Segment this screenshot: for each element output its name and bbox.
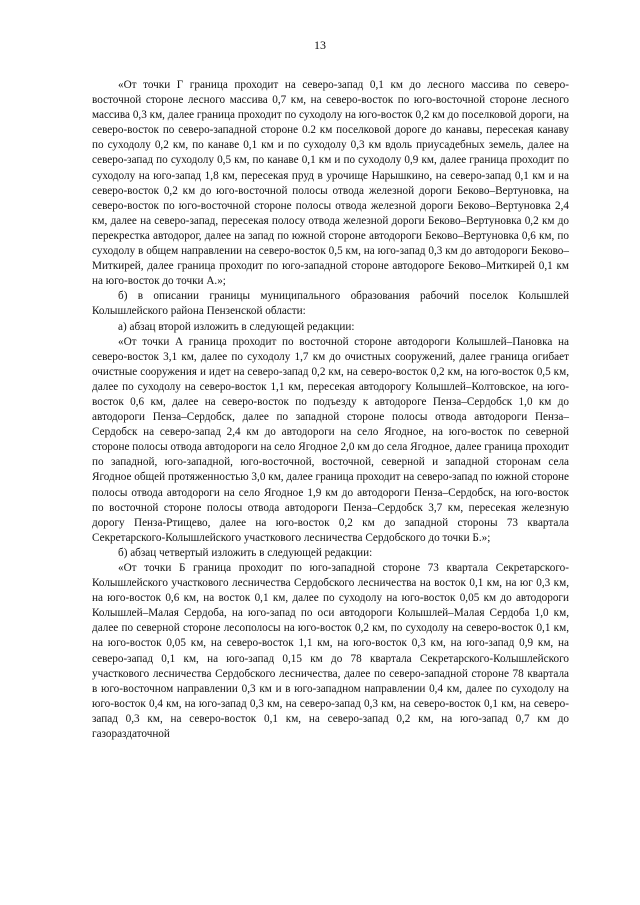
paragraph-item-b-kolyshley: б) в описании границы муниципального образования рабочий поселок Колышлей Колышлейского района Пензенской области:: [92, 290, 569, 318]
paragraph-boundary-point-b: «От точки Б граница проходит по юго-западной стороне 73 квартала Секретарского-Колышлейского участкового лесничества Сердобского лесничества на восток 0,1 км, на юг 0,3 км, на юго-восток 0,6 км, на восток 0,1 км, далее по суходолу на юго-восток 0,05 км до автодороги Колышлей–Малая Сердоба, на юго-запад по оси автодороги Колышлей–Малая Сердоба 1,0 км, далее по северной стороне лесополосы на юго-восток 0,2 км, по суходолу на северо-восток 0,1 км, на юго-восток 0,05 км, на северо-восток 1,1 км, на юго-восток 0,3 км, на юго-запад 0,9 км, на северо-запад 0,1 км, на юго-запад 0,15 км до 78 квартала Секретарского-Колышлейского участкового лесничества Сердобского лесничества, далее по северо-западной стороне 78 квартала в юго-восточном направлении 0,3 км и в юго-западном направлении 0,4 км, далее по суходолу на юго-восток 0,4 км, на юго-запад 0,3 км, на северо-запад 0,3 км, на северо-восток 0,1 км, на северо-запад 0,3 км, на северо-восток 0,1 км, на северо-запад 0,2 км, на юго-запад 0,7 км до газораздаточной: [92, 562, 569, 741]
document-body: [92, 78, 569, 742]
paragraph-boundary-point-g: «От точки Г граница проходит на северо-запад 0,1 км до лесного массива по северо-восточной стороне лесного массива 0,7 км, на северо-восток по юго-восточной стороне лесного массива 0,3 км, далее граница проходит по суходолу на юго-восток 0,2 км до поселковой дороги, на северо-восток по северо-западной стороне 0.2 км поселковой дороге до канавы, пересекая канаву по суходолу 0,2 км, по канаве 0,1 км и по суходолу 0,3 км вдоль приусадебных земель, далее на северо-запад по суходолу 0,5 км, по канаве 0,1 км и по суходолу 0,9 км, далее граница проходит по суходолу на юго-запад 1,8 км, пересекая пруд в урочище Нарышкино, на северо-запад 0,1 км и на северо-восток 0,2 км до юго-восточной полосы отвода железной дороги Беково–Вертуновка, на северо-восток по юго-восточной стороне полосы отвода железной дороги Беково–Вертуновка 2,4 км, далее на северо-запад, пересекая полосу отвода железной дороги Беково–Вертуновка 0,2 км до перекрестка автодорог, далее на запад по южной стороне автодороги Беково–Вертуновка 0,6 км, по суходолу в общем направлении на северо-восток 0,5 км, на юго-запад 0,3 км до автодороги Беково–Миткирей, далее граница проходит по юго-западной стороне автодороге Беково–Миткирей 0,1 км на юго-восток до точки А.»;: [92, 79, 569, 288]
paragraph-subitem-a: а) абзац второй изложить в следующей редакции:: [118, 320, 355, 333]
paragraph-subitem-b: б) абзац четвертый изложить в следующей редакции:: [118, 546, 373, 559]
page-number: 13: [314, 38, 326, 52]
paragraph-boundary-point-a: «От точки А граница проходит по восточной стороне автодороги Колышлей–Пановка на северо-восток 3,1 км, далее по суходолу 1,7 км до очистных сооружений, далее граница огибает очистные сооружения и идет на северо-запад 0,2 км, на северо-восток 0,2 км, на юго-восток 0,5 км, далее по суходолу на северо-восток 1,1 км, пересекая автодорогу Колышлей–Колтовское, на юго-восток 0,6 км, далее на северо-восток по подъезду к автодороге Пенза–Сердобск 1,0 км до автодороги Пенза–Сердобск, далее по западной стороне полосы отвода автодороги Пенза–Сердобск на северо-запад 2,4 км до автодороги на село Ягодное, на юго-восток по северной стороне полосы отвода автодороги на село Ягодное 2,0 км до села Ягодное, далее граница проходит по западной, юго-западной, юго-восточной, восточной, северной и западной сторонам села Ягодное общей протяженностью 3,0 км, далее граница проходит на северо-запад по южной стороне полосы отвода автодороги на село Ягодное 1,9 км до автодороги Пенза–Сердобск, на юго-восток по восточной стороне полосы отвода автодороги Пенза–Сердобск 3,7 км, пересекая железную дорогу Пенза-Ртищево, далее на юго-восток 0,2 км до западной стороны 73 квартала Секретарского-Колышлейского участкового лесничества Сердобского до точки Б.»;: [92, 335, 569, 544]
